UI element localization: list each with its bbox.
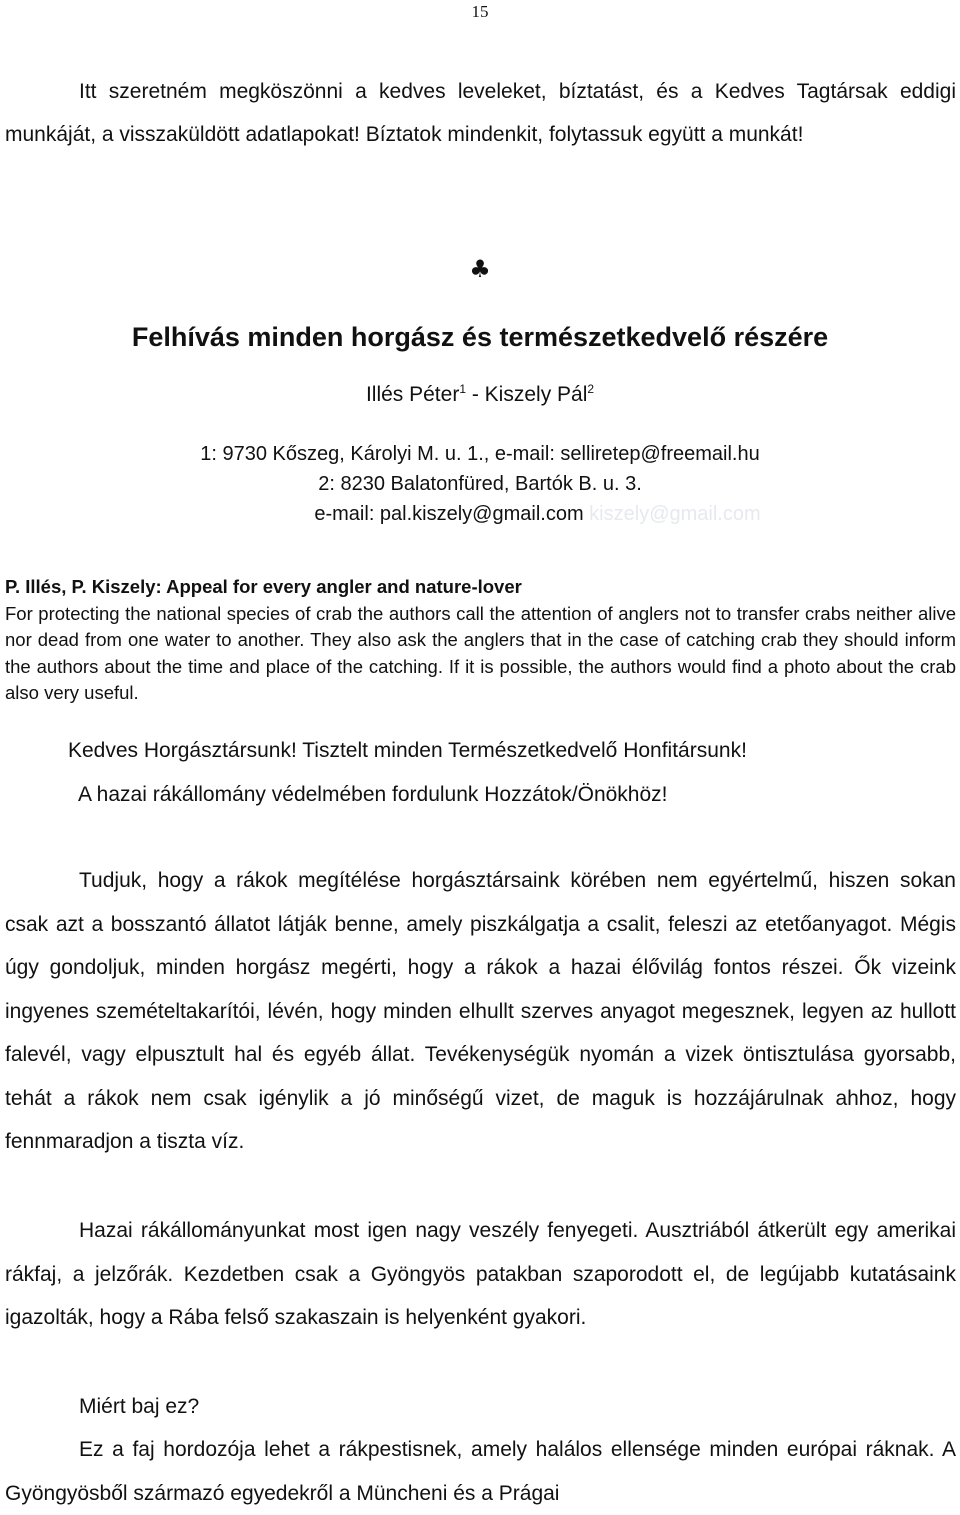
- body-paragraph-3: Ez a faj hordozója lehet a rákpestisnek, amely halálos ellensége minden európai ráknak. A Gyöngyösből származó egyedekről a Müncheni és a Prágai: [5, 1438, 956, 1505]
- club-icon: ♣: [469, 255, 491, 283]
- intro-paragraph: Itt szeretném megköszönni a kedves leveleket, bíztatást, és a Kedves Tagtársak eddigi munkáját, a visszaküldött adatlapokat! Bíztatok mindenkit, folytassuk együtt a munkát!: [5, 80, 956, 146]
- abstract-heading: P. Illés, P. Kiszely: Appeal for every angler and nature-lover: [5, 576, 522, 597]
- email-2: e-mail: pal.kiszely@gmail.com: [314, 503, 584, 525]
- address-3: [0, 503, 960, 526]
- author-2-footnote: 2: [587, 382, 595, 396]
- english-abstract: [5, 574, 956, 707]
- article-authors: [0, 382, 960, 407]
- body-paragraph-1: Tudjuk, hogy a rákok megítélése horgásztársaink körében nem egyértelmű, hiszen sokan csak azt a bosszantó állatot látják benne, amely piszkálgatja a csalit, feleszi az etetőanyagot. Mégis úgy gondoljuk, minden horgász megérti, hogy a rákok a hazai élővilág fontos részei. Ők vizeink ingyenes szemételtakarítói, lévén, hogy minden elhullt szerves anyagot megesznek, legyen az hullott falevél, vagy elpusztult hal és egyéb állat. Tevékenységük nyomán a vizek öntisztulása gyorsabb, tehát a rákok nem csak igénylik a jó minőségű vizet, de maguk is hozzájárulnak ahhoz, hogy fennmaradjon a tiszta víz.: [5, 869, 956, 1153]
- author-separator: -: [466, 383, 485, 406]
- article-title: Felhívás minden horgász és természetkedvelő részére: [131, 322, 829, 352]
- greeting-line-2: A hazai rákállomány védelmében fordulunk Hozzátok/Önökhöz!: [78, 783, 668, 806]
- page-number: 15: [471, 2, 489, 21]
- address-1: 1: 9730 Kőszeg, Károlyi M. u. 1., e-mail: selliretep@freemail.hu: [200, 443, 760, 465]
- greeting-line-1: Kedves Horgásztársunk! Tisztelt minden Természetkedvelő Honfitársunk!: [68, 739, 747, 762]
- abstract-text: For protecting the national species of crab the authors call the attention of anglers not to transfer crabs neither alive nor dead from one water to another. They also ask the anglers that in the case of catching crab they should inform the authors about the time and place of the catching. If it is possible, the authors would find a photo about the crab also very useful.: [5, 602, 956, 703]
- body-question: Miért baj ez?: [79, 1395, 200, 1418]
- email-ghost-text: kiszely@gmail.com: [583, 503, 761, 525]
- author-1-footnote: 1: [459, 382, 466, 396]
- author-1: Illés Péter: [365, 383, 460, 406]
- author-2: Kiszely Pál: [484, 383, 588, 406]
- body-paragraph-2: Hazai rákállományunkat most igen nagy veszély fenyegeti. Ausztriából átkerült egy amerikai rákfaj, a jelzőrák. Kezdetben csak a Gyöngyös patakban szaporodott el, de legújabb kutatásaink igazolták, hogy a Rába felső szakaszain is helyenként gyakori.: [5, 1219, 956, 1329]
- address-2: 2: 8230 Balatonfüred, Bartók B. u. 3.: [318, 473, 642, 495]
